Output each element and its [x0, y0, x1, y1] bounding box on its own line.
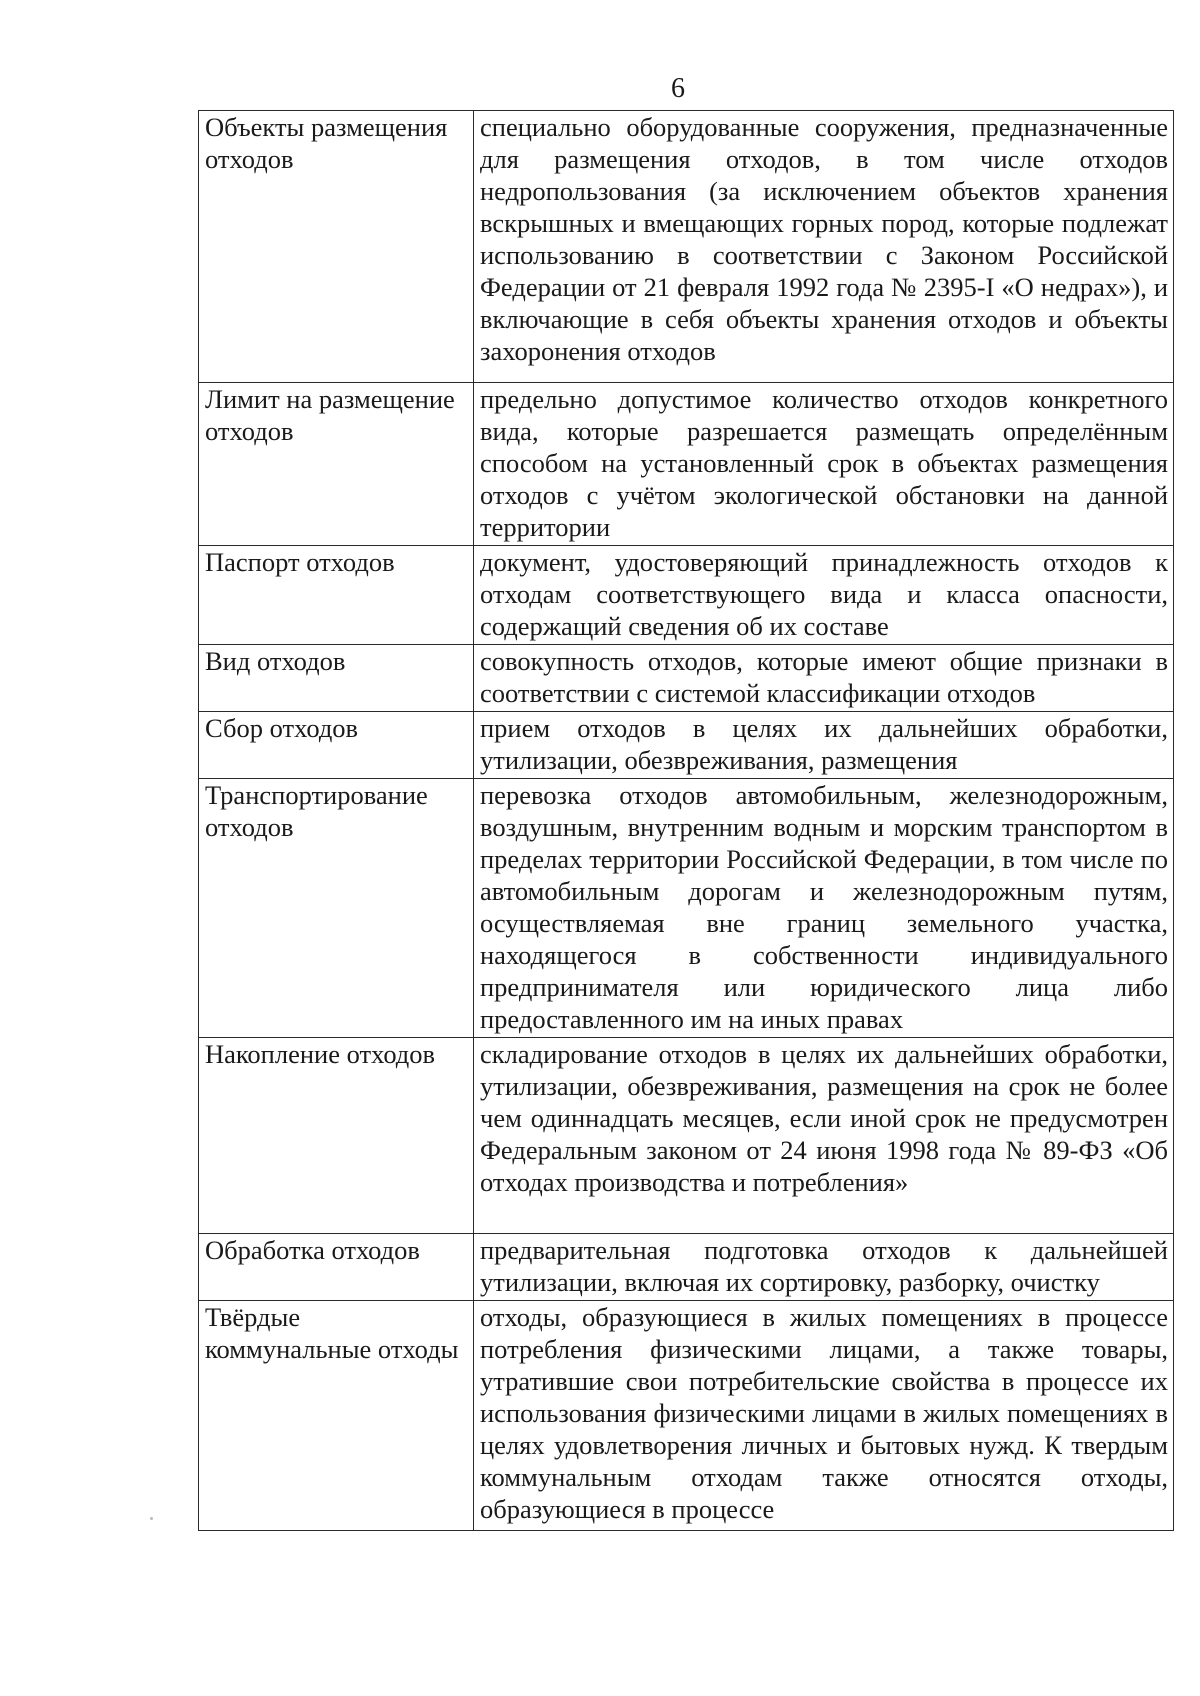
term-cell: Транспортирование отходов [199, 779, 474, 1038]
term-cell: Накопление отходов [199, 1038, 474, 1234]
table-row [199, 779, 1174, 1038]
term-cell: Сбор отходов [199, 712, 474, 779]
definitions-table [198, 110, 1174, 1531]
definition-cell: предварительная подготовка отходов к дальнейшей утилизации, включая их сортировку, разборку, очистку [474, 1234, 1174, 1301]
term-cell: Паспорт отходов [199, 546, 474, 645]
table-row [199, 645, 1174, 712]
definition-cell: складирование отходов в целях их дальнейших обработки, утилизации, обезвреживания, размещения на срок не более чем одиннадцать месяцев, если иной срок не предусмотрен Федеральным законом от 24 июня 1998 года № 89-ФЗ «Об отходах производства и потребления» [474, 1038, 1174, 1234]
definition-cell: отходы, образующиеся в жилых помещениях в процессе потребления физическими лицами, а также товары, утратившие свои потребительские свойства в процессе их использования физическими лицами в жилых помещениях в целях удовлетворения личных и бытовых нужд. К твердым коммунальным отходам также относятся отходы, образующиеся в процессе [474, 1301, 1174, 1531]
table-row [199, 546, 1174, 645]
table-row [199, 111, 1174, 383]
definition-cell: специально оборудованные сооружения, предназначенные для размещения отходов, в том числе отходов недропользования (за исключением объектов хранения вскрышных и вмещающих горных пород, которые подлежат использованию в соответствии с Законом Российской Федерации от 21 февраля 1992 года № 2395-I «О недрах»), и включающие в себя объекты хранения отходов и объекты захоронения отходов [474, 111, 1174, 383]
definition-cell: прием отходов в целях их дальнейших обработки, утилизации, обезвреживания, размещения [474, 712, 1174, 779]
table-row [199, 383, 1174, 546]
definition-cell: документ, удостоверяющий принадлежность отходов к отходам соответствующего вида и класса опасности, содержащий сведения об их составе [474, 546, 1174, 645]
term-cell: Обработка отходов [199, 1234, 474, 1301]
table-row [199, 1234, 1174, 1301]
definition-cell: предельно допустимое количество отходов конкретного вида, которые разрешается размещать определённым способом на установленный срок в объектах размещения отходов с учётом экологической обстановки на данной территории [474, 383, 1174, 546]
table-row [199, 712, 1174, 779]
term-cell: Объекты размещения отходов [199, 111, 474, 383]
page-number: 6 [671, 73, 685, 104]
definition-cell: перевозка отходов автомобильным, железнодорожным, воздушным, внутренним водным и морским транспортом в пределах территории Российской Федерации, в том числе по автомобильным дорогам и железнодорожным путям, осуществляемая вне границ земельного участка, находящегося в собственности индивидуального предпринимателя или юридического лица либо предоставленного им на иных правах [474, 779, 1174, 1038]
table-row [199, 1301, 1174, 1531]
scan-speck [150, 1517, 153, 1520]
definition-cell: совокупность отходов, которые имеют общие признаки в соответствии с системой классификации отходов [474, 645, 1174, 712]
term-cell: Вид отходов [199, 645, 474, 712]
table-row [199, 1038, 1174, 1234]
term-cell: Лимит на размещение отходов [199, 383, 474, 546]
term-cell: Твёрдые коммунальные отходы [199, 1301, 474, 1531]
